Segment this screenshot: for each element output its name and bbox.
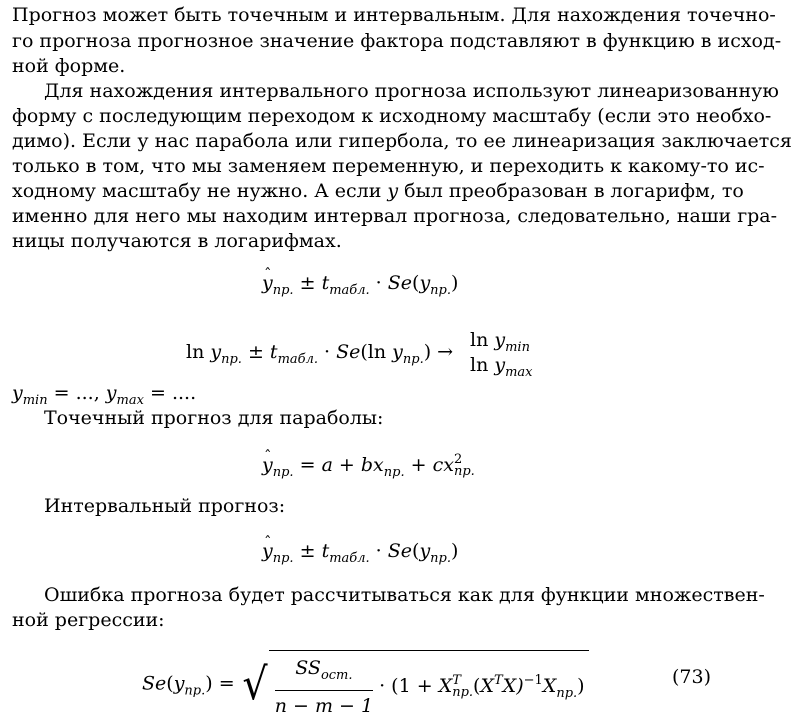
equation-number: (73) [671,666,711,688]
paragraph-2-line-5-b: был преобразован в логарифм, то [398,180,744,202]
paragraph-interval-forecast: Интервальный прогноз: [44,495,286,517]
paragraph-2-line-6: именно для него мы находим интервал прогноза, следовательно, наши гра- [12,205,778,227]
formula-interval-1: ˆ $y_{пр.} \pm t_{табл.} \cdot Se(y_{пр.})$ [262,270,458,304]
variable-y: y [387,180,399,202]
paragraph-1-line-1: Прогноз может быть точечным и интервальным. Для нахождения точечно- [12,4,776,26]
sqrt-body: $\frac{SS_{ост.}}{n - m - 1}$ · (1 + X T пр. $(X^TX)^{-1}X_{пр.}$) [269,650,589,719]
fraction-numerator: $SS_{ост.}$ [275,655,373,691]
paragraph-2-line-3: димо). Если у нас парабола или гипербола, то ее линеаризация заключается [12,130,792,152]
y-min-max-line: $y_{min}$ = ..., $y_{max}$ = .... [12,382,197,408]
formula-se-forecast: $Se(y_{пр.})$ = √ $\frac{SS_{ост.}}{n - m - 1}$ · (1 + X T пр. $(X^TX)^{-1}X_{пр.}$) [142,650,589,719]
ln-y-min: $\ln y_{min}$ [470,329,530,355]
paragraph-5-line-2: ной регрессии: [12,609,165,631]
formula-log-interval: $\ln y_{пр.} \pm t_{табл.} \cdot Se(\ln$ $y_{пр.}$) → [186,341,454,367]
paragraph-2-line-7: ницы получаются в логарифмах. [12,230,342,252]
paragraph-2-line-5 [12,178,744,204]
fraction-denominator: n − m − 1 [274,695,374,717]
paragraph-2-line-5-a: ходному масштабу не нужно. А если [12,180,388,202]
paragraph-2-line-2: форму с последующим переходом к исходному масштабу (если это необхо- [12,105,772,127]
ln-y-max: $\ln y_{max}$ [470,354,533,380]
fraction [275,655,373,719]
paragraph-2-line-1: Для нахождения интервального прогноза используют линеаризованную [44,80,779,102]
paragraph-2-line-4: только в том, что мы заменяем переменную, и переходить к какому-то ис- [12,155,765,177]
sqrt-symbol: √ [242,658,268,710]
formula-parabola: ˆ $y_{пр.} = a + bx_{пр.}$ + cx 2 пр. [262,452,475,486]
paragraph-1-line-3: ной форме. [12,55,126,77]
paragraph-5-line-1: Ошибка прогноза будет рассчитываться как для функции множествен- [44,584,765,606]
paragraph-point-forecast: Точечный прогноз для параболы: [44,407,384,429]
paragraph-1-line-2: го прогноза прогнозное значение фактора подставляют в функцию в исход- [12,30,782,52]
formula-interval-2: ˆ $y_{пр.} \pm t_{табл.} \cdot Se(y_{пр.})$ [262,538,458,572]
